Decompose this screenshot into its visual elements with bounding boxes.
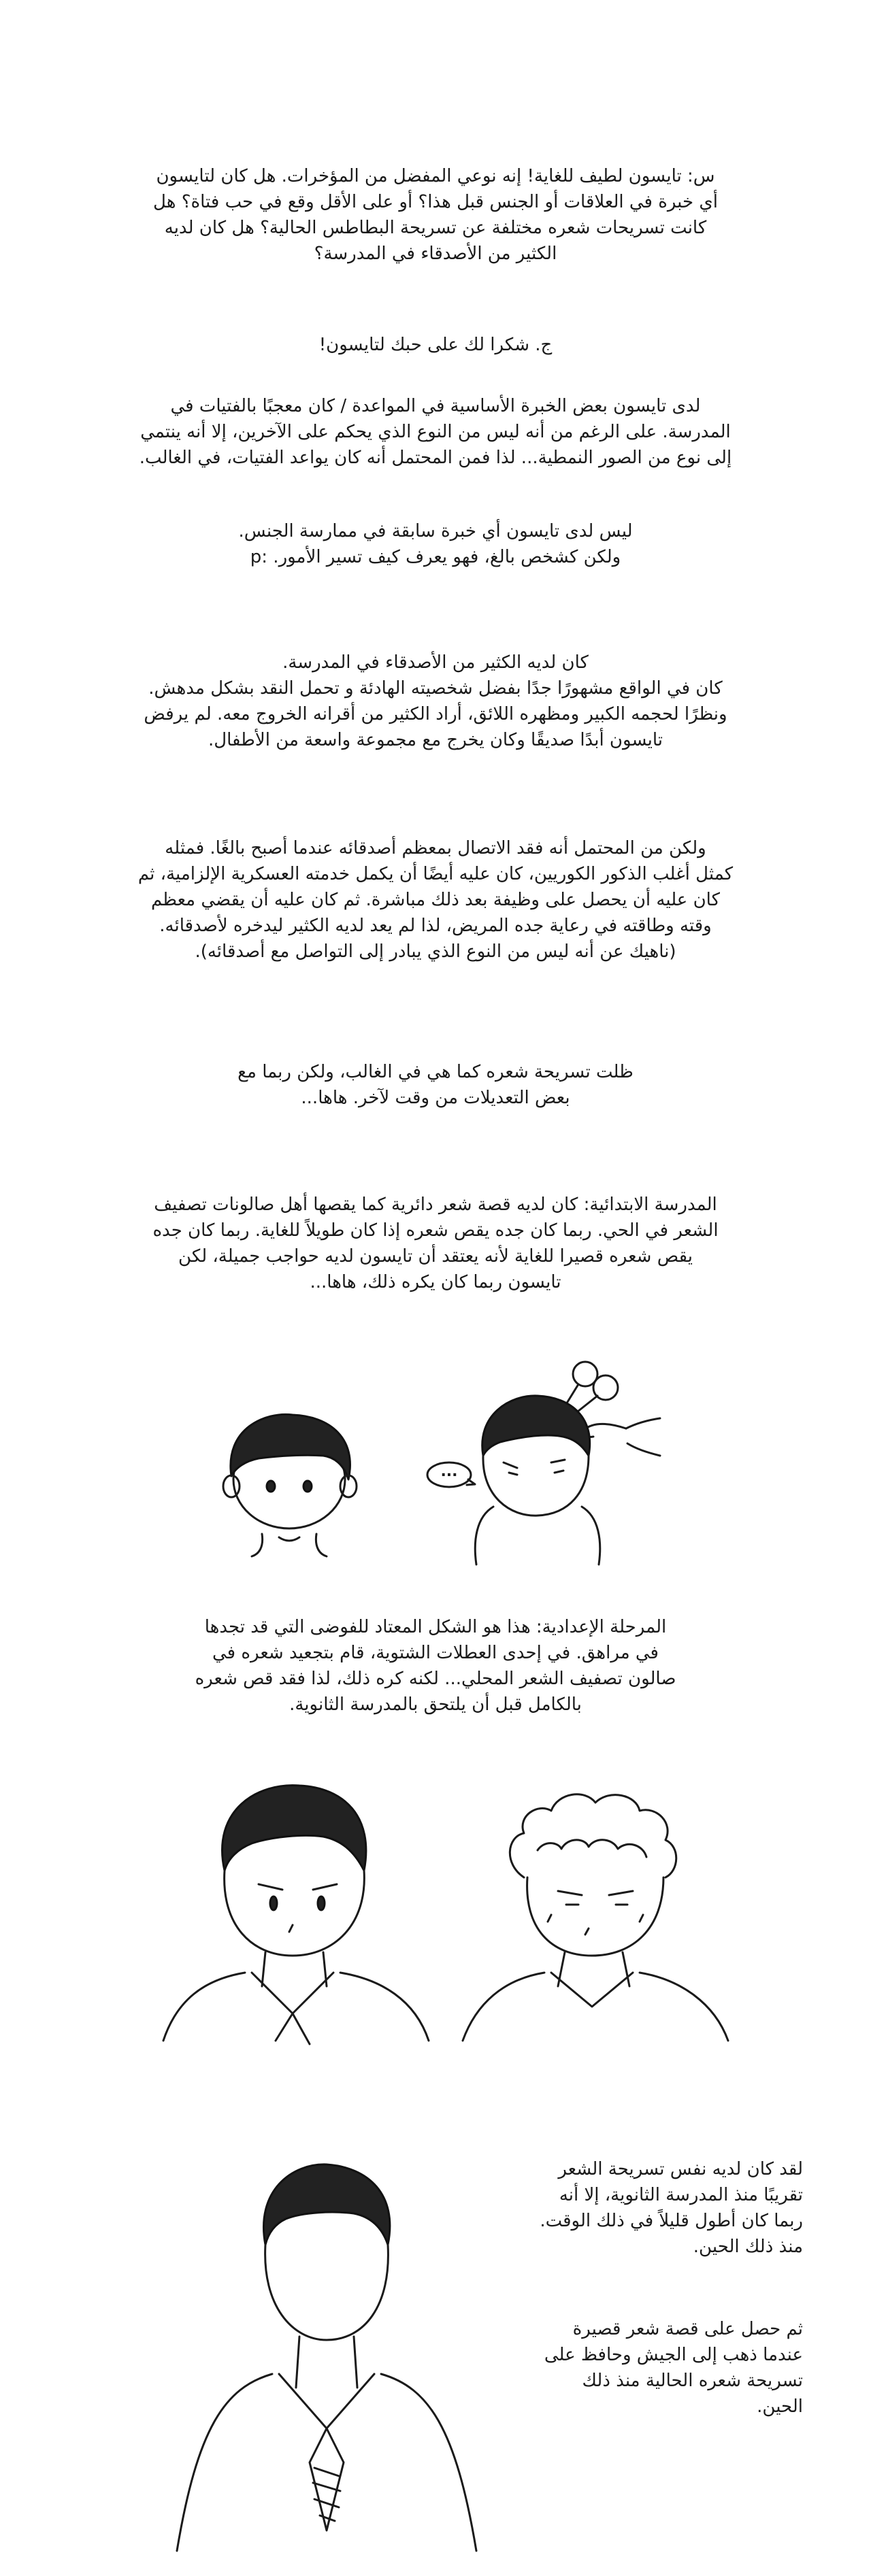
elementary-paragraph: المدرسة الابتدائية: كان لديه قصة شعر دائرية كما يقصها أهل صالونات تصفيف الشعر في الحي. ربما كان جده يقص شعره إذا كان طويلاً للغاية. ربما كان جده يقص شعره قصيرا للغاية لأنه يعتقد أن تايسون لديه حواجب جميلة، لكن تايسون ربما كان يكره ذلك، هاها... <box>152 1194 719 1292</box>
curly-hair-boy-illustration <box>449 1769 742 2054</box>
relationships-paragraph: لدى تايسون بعض الخبرة الأساسية في المواعدة / كان معجبًا بالفتيات في المدرسة. على الرغم من أنه ليس من النوع الذي يحكم على الآخرين، إلا أنه ينتمي إلى نوع من الصور النمطية... لذا فمن المحتمل أنه كان يواعد الفتيات، في الغالب. <box>139 396 732 468</box>
high-school-boy-illustration <box>150 1769 449 2054</box>
army-paragraph: ثم حصل على قصة شعر قصيرة عندما ذهب إلى الجيش وحافظ على تسريحة شعره الحالية منذ ذلك الحين. <box>544 2319 803 2417</box>
question-text: س: تايسون لطيف للغاية! إنه نوعي المفضل من المؤخرات. هل كان لتايسون أي خبرة في العلاقات أو الجنس قبل هذا؟ أو على الأقل وقع في حب فتاة؟ هل كانت تسريحات شعره مختلفة عن تسريحة البطاطس الحالية؟ هل كان لديه الكثير من الأصدقاء في المدرسة؟ <box>153 166 718 264</box>
haircut-scene-illustration <box>436 1354 667 1571</box>
child-face-illustration <box>204 1401 374 1565</box>
answer-intro: ج. شكرا لك على حبك لتايسون! <box>318 335 553 355</box>
hairstyle-paragraph: ظلت تسريحة شعره كما هي في الغالب، ولكن ربما مع بعض التعديلات من وقت لآخر. هاها... <box>237 1062 634 1108</box>
lost-contact-paragraph: ولكن من المحتمل أنه فقد الاتصال بمعظم أصدقائه عندما أصبح بالغًا. فمثله كمثل أغلب الذكور الكوريين، كان عليه أيضًا أن يكمل خدمته العسكرية الإلزامية، ثم كان عليه أن يحصل على وظيفة بعد ذلك مباشرة. ثم كان عليه أن يقضي معظم وقته وطاقته في رعاية جده المريض، لذا لم يعد لديه الكثير ليدخره لأصدقائه. (ناهيك عن أنه ليس من النوع الذي يبادر إلى التواصل مع أصدقائه). <box>137 838 734 962</box>
speech-bubble-text: ... <box>440 1463 458 1480</box>
adult-tyson-illustration <box>163 2143 490 2564</box>
middle-school-paragraph: المرحلة الإعدادية: هذا هو الشكل المعتاد للفوضى التي قد تجدها في مراهق. في إحدى العطلات الشتوية، قام بتجعيد شعره في صالون تصفيف الشعر المحلي... لكنه كره ذلك، لذا فقد قص شعره بالكامل قبل أن يلتحق بالمدرسة الثانوية. <box>195 1617 676 1715</box>
experience-paragraph: ليس لدى تايسون أي خبرة سابقة في ممارسة الجنس. ولكن كشخص بالغ، فهو يعرف كيف تسير الأمور. :p <box>238 521 633 567</box>
friends-paragraph: كان لديه الكثير من الأصدقاء في المدرسة. كان في الواقع مشهورًا جدًا بفضل شخصيته الهادئة و تحمل النقد بشكل مدهش. ونظرًا لحجمه الكبير ومظهره اللائق، أراد الكثير من أقرانه الخروج معه. لم يرفض تايسون أبدًا صديقًا وكان يخرج مع مجموعة واسعة من الأطفال. <box>144 652 727 750</box>
high-school-paragraph: لقد كان لديه نفس تسريحة الشعر تقريبًا منذ المدرسة الثانوية، إلا أنه ربما كان أطول قليلاً في ذلك الوقت. منذ ذلك الحين. <box>540 2159 803 2257</box>
